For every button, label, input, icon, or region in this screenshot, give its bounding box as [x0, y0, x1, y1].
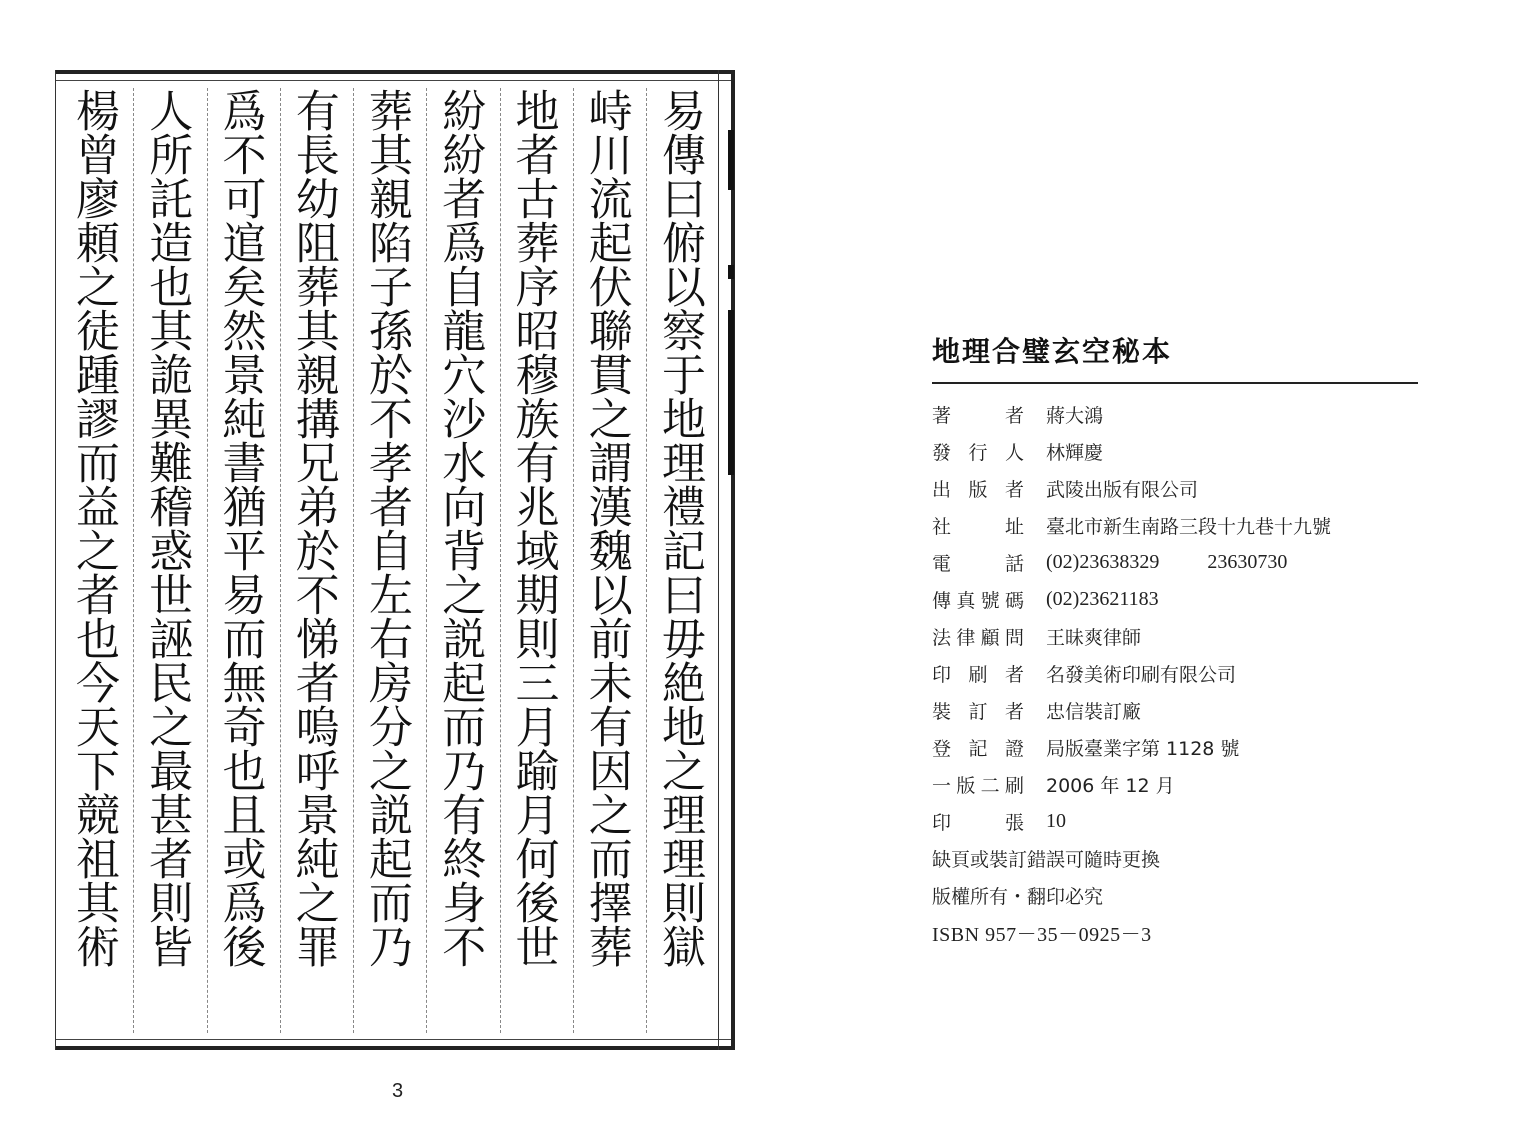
text-column: 峙川流起伏聯貫之謂漢魏以前未有因之而擇葬 [573, 88, 638, 1033]
colophon-row-address [932, 507, 1418, 544]
row-label: 電 話 [932, 553, 1024, 575]
row-value: 忠信裝訂廠 [1046, 701, 1142, 723]
text-column: 易傳曰俯以察于地理禮記曰毋絶地之理理則獄 [646, 88, 711, 1033]
replacement-note: 缺頁或裝訂錯誤可隨時更換 [932, 849, 1161, 871]
colophon-row-author [932, 396, 1418, 433]
colophon-row-printer [932, 655, 1418, 692]
frame-top-rule [55, 70, 735, 81]
row-value: 林輝慶 [1046, 442, 1104, 464]
classical-text-page [55, 70, 735, 1050]
colophon-row-edition [932, 766, 1418, 803]
margin-mark [728, 130, 734, 190]
row-label: 一版二刷 [932, 775, 1024, 797]
row-value: 臺北市新生南路三段十九巷十九號 [1046, 516, 1332, 538]
colophon-row-phone [932, 544, 1418, 581]
row-value: (02)23621183 [1046, 588, 1159, 610]
row-label: 傳真號碼 [932, 590, 1024, 612]
row-label: 法律顧問 [932, 627, 1024, 649]
margin-mark [728, 265, 734, 279]
row-label: 登記證 [932, 738, 1024, 760]
colophon-row-publisher-person [932, 433, 1418, 470]
colophon-row-publisher [932, 470, 1418, 507]
row-label: 印刷者 [932, 664, 1024, 686]
row-label: 印 張 [932, 812, 1024, 834]
colophon-row-legal [932, 618, 1418, 655]
book-title: 地理合璧玄空秘本 [932, 330, 1418, 384]
row-label: 社 址 [932, 516, 1024, 538]
row-value: 10 [1046, 810, 1066, 832]
row-value: 王昧爽律師 [1046, 627, 1142, 649]
row-label: 裝訂者 [932, 701, 1024, 723]
row-label: 著 者 [932, 405, 1024, 427]
frame-right-rule [718, 70, 735, 1050]
text-column: 地者古葬序昭穆族有兆域期則三月踰月何後世 [500, 88, 565, 1033]
row-value: 局版臺業字第 1128 號 [1046, 738, 1240, 760]
colophon-row-binder [932, 692, 1418, 729]
row-value: (02)23638329 [1046, 551, 1160, 573]
text-column: 人所託造也其詭異難稽惑世誣民之最甚者則皆 [133, 88, 198, 1033]
colophon-row-fax [932, 581, 1418, 618]
text-column: 楊曾廖頼之徒踵謬而益之者也今天下競祖其術 [68, 88, 119, 968]
text-column: 葬其親陷子孫於不孝者自左右房分之説起而乃 [353, 88, 418, 1033]
page-number: 3 [392, 1080, 404, 1102]
frame-bottom-rule [55, 1039, 735, 1050]
isbn: ISBN 957－35－0925－3 [932, 924, 1152, 946]
row-value: 蔣大鴻 [1046, 405, 1104, 427]
colophon-row-sheets [932, 803, 1418, 840]
row-value: 武陵出版有限公司 [1046, 479, 1199, 501]
row-value-secondary: 23630730 [1207, 551, 1288, 573]
text-column: 紛紛者爲自龍穴沙水向背之説起而乃有終身不 [426, 88, 491, 1033]
colophon-rows [932, 396, 1418, 951]
row-label: 發行人 [932, 442, 1024, 464]
vertical-text-columns [61, 88, 711, 1033]
row-value: 2006 年 12 月 [1046, 775, 1175, 797]
frame-left-rule [55, 70, 56, 1050]
copyright-note: 版權所有・翻印必究 [932, 886, 1104, 908]
margin-mark [728, 395, 734, 475]
text-column: 有長幼阻葬其親搆兄弟於不悌者嗚呼景純之罪 [280, 88, 345, 1033]
row-label: 出版者 [932, 479, 1024, 501]
colophon [932, 330, 1418, 951]
row-value: 名發美術印刷有限公司 [1046, 664, 1237, 686]
text-column: 爲不可逭矣然景純書猶平易而無奇也且或爲後 [207, 88, 272, 1033]
margin-mark [728, 310, 734, 400]
colophon-row-registration [932, 729, 1418, 766]
